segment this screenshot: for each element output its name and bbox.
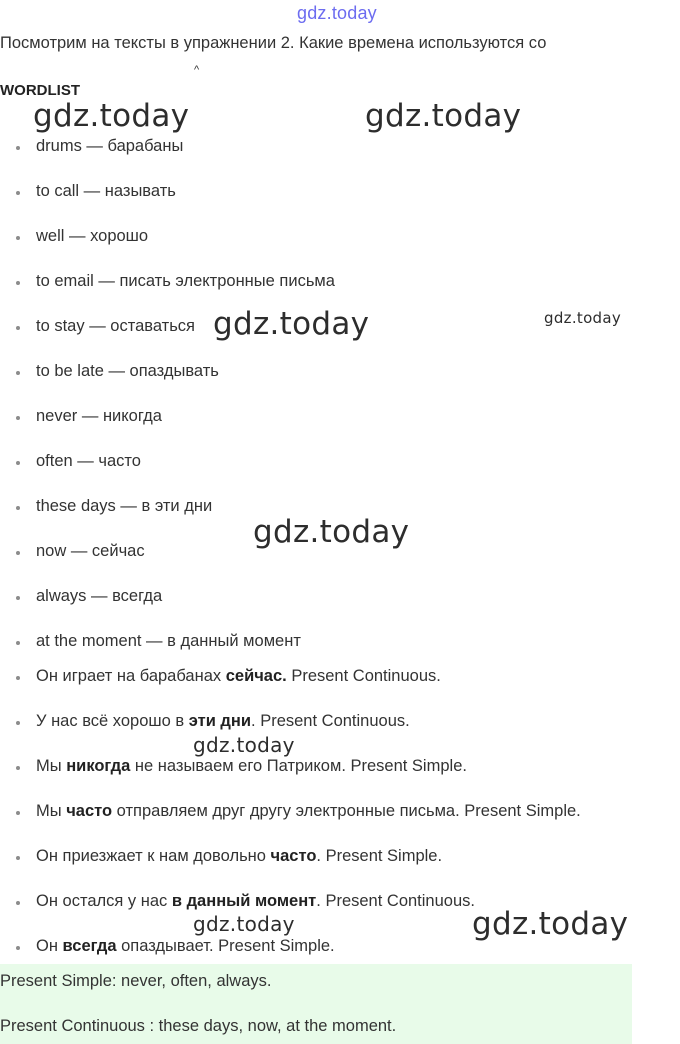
list-item-text: these days — в эти дни xyxy=(36,497,213,515)
sentence-text: Он xyxy=(36,937,63,955)
wordlist-heading: WORDLIST xyxy=(0,82,80,99)
sentence-text: Он играет на барабанах xyxy=(36,667,226,685)
bullet-icon xyxy=(16,856,20,860)
bullet-icon xyxy=(16,146,20,150)
sentence-keyword: часто xyxy=(66,802,113,820)
text-caret: ^ xyxy=(194,64,200,76)
bullet-icon xyxy=(16,281,20,285)
watermark: gdz.today xyxy=(544,309,622,327)
sentence-text: У нас всё хорошо в xyxy=(36,712,189,730)
bullet-icon xyxy=(16,326,20,330)
sentence-keyword: часто xyxy=(270,847,317,865)
watermark: gdz.today xyxy=(33,98,190,134)
sentence-text: Мы xyxy=(36,802,67,820)
list-item-text: drums — барабаны xyxy=(36,137,184,155)
sentence-text: . Present Continuous. xyxy=(251,712,410,730)
list-item-text: to be late — опаздывать xyxy=(36,362,219,380)
sentence-keyword: всегда xyxy=(62,937,117,955)
list-item-text: often — часто xyxy=(36,452,141,470)
bullet-icon xyxy=(16,371,20,375)
bullet-icon xyxy=(16,236,20,240)
intro-text: Посмотрим на тексты в упражнении 2. Какие времена используются со xyxy=(0,34,547,52)
sentence-text: Present Continuous. xyxy=(286,667,441,685)
list-item-text: to email — писать электронные письма xyxy=(36,272,335,290)
bullet-icon xyxy=(16,416,20,420)
watermark: gdz.today xyxy=(253,514,410,550)
sentence-text: . Present Continuous. xyxy=(316,892,475,910)
list-item-text: now — сейчас xyxy=(36,542,145,560)
list-item-text: at the moment — в данный момент xyxy=(36,632,301,650)
bullet-icon xyxy=(16,596,20,600)
sentence-keyword: никогда xyxy=(66,757,131,775)
sentence-text: Мы xyxy=(36,757,67,775)
list-item-text: to stay — оставаться xyxy=(36,317,195,335)
bullet-icon xyxy=(16,551,20,555)
watermark: gdz.today xyxy=(472,906,629,942)
watermark: gdz.today xyxy=(213,306,370,342)
answer-present-simple: Present Simple: never, often, always. xyxy=(0,972,272,990)
answer-present-continuous: Present Continuous : these days, now, at the moment. xyxy=(0,1017,397,1035)
sentence-keyword: сейчас. xyxy=(225,667,287,685)
bullet-icon xyxy=(16,641,20,645)
bullet-icon xyxy=(16,721,20,725)
sentence-text: Он приезжает к нам довольно xyxy=(36,847,271,865)
site-watermark-top: gdz.today xyxy=(297,3,377,23)
bullet-icon xyxy=(16,676,20,680)
bullet-icon xyxy=(16,901,20,905)
watermark: gdz.today xyxy=(193,912,295,936)
bullet-icon xyxy=(16,811,20,815)
bullet-icon xyxy=(16,946,20,950)
sentence-text: отправляем друг другу электронные письма. Present Simple. xyxy=(112,802,581,820)
bullet-icon xyxy=(16,766,20,770)
watermark: gdz.today xyxy=(193,733,295,757)
sentence-text: опаздывает. Present Simple. xyxy=(116,937,335,955)
list-item-text: always — всегда xyxy=(36,587,163,605)
bullet-icon xyxy=(16,191,20,195)
bullet-icon xyxy=(16,506,20,510)
sentence-text: не называем его Патриком. Present Simple. xyxy=(130,757,467,775)
list-item-text: to call — называть xyxy=(36,182,176,200)
sentence-keyword: в данный момент xyxy=(171,892,317,910)
list-item-text: never — никогда xyxy=(36,407,162,425)
bullet-icon xyxy=(16,461,20,465)
sentence-keyword: эти дни xyxy=(188,712,252,730)
sentence-text: . Present Simple. xyxy=(316,847,443,865)
sentence-text: Он остался у нас xyxy=(36,892,172,910)
list-item-text: well — хорошо xyxy=(36,227,149,245)
watermark: gdz.today xyxy=(365,98,522,134)
